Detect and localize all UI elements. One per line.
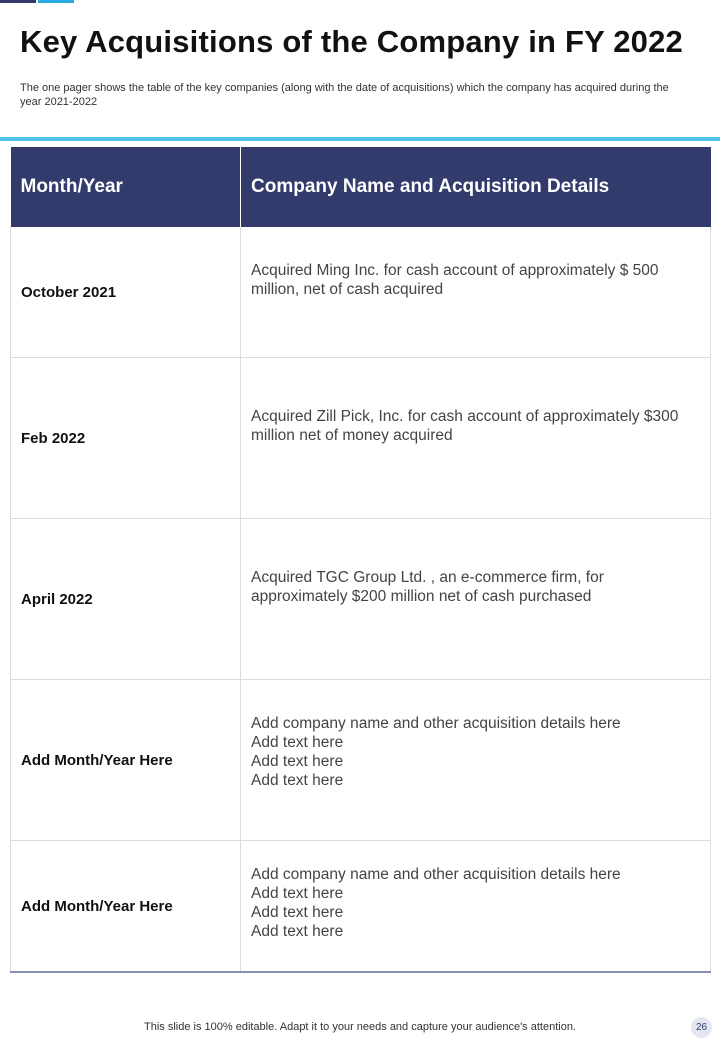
table-row	[11, 519, 711, 680]
acquisitions-table	[10, 147, 711, 973]
table-row	[11, 358, 711, 519]
detail-text: Add text here	[251, 904, 344, 921]
details-cell	[241, 227, 711, 358]
month-year-cell: Add Month/Year Here	[11, 680, 241, 841]
details-cell	[241, 680, 711, 841]
page-subtitle: The one pager shows the table of the key companies (along with the date of acquisitions) which the company has acquired during the year 2021-2022	[20, 82, 669, 108]
top-accent-segment-light	[38, 0, 74, 3]
page-title: Key Acquisitions of the Company in FY 2022	[20, 24, 683, 59]
detail-text: Acquired Ming Inc. for cash account of approximately $ 500 million, net of cash acquired	[251, 262, 659, 298]
details-cell	[241, 841, 711, 973]
table-row	[11, 227, 711, 358]
column-header-details: Company Name and Acquisition Details	[241, 147, 711, 227]
detail-text: Add text here	[251, 734, 344, 751]
details-cell	[241, 519, 711, 680]
month-year-cell: Feb 2022	[11, 358, 241, 519]
detail-text: Add text here	[251, 772, 344, 789]
detail-text: Add company name and other acquisition details here	[251, 866, 621, 883]
month-year-cell: Add Month/Year Here	[11, 841, 241, 973]
detail-text: Add text here	[251, 885, 344, 902]
detail-text: Acquired Zill Pick, Inc. for cash account of approximately $300 million net of money acquired	[251, 408, 679, 444]
top-accent-segment-dark	[0, 0, 36, 3]
column-header-month-year: Month/Year	[11, 147, 241, 227]
top-accent-bar	[0, 0, 74, 3]
table-header-row	[11, 147, 711, 227]
page-number-badge: 26	[691, 1017, 712, 1038]
month-year-cell: October 2021	[11, 227, 241, 358]
details-cell	[241, 358, 711, 519]
table-row	[11, 841, 711, 973]
detail-text: Add text here	[251, 923, 344, 940]
detail-text: Acquired TGC Group Ltd. , an e-commerce firm, for approximately $200 million net of cash purchased	[251, 569, 604, 605]
detail-text: Add company name and other acquisition details here	[251, 715, 621, 732]
footer-note: This slide is 100% editable. Adapt it to your needs and capture your audience's attention.	[144, 1021, 576, 1033]
table-row	[11, 680, 711, 841]
month-year-cell: April 2022	[11, 519, 241, 680]
header-divider	[0, 137, 720, 141]
detail-text: Add text here	[251, 753, 344, 770]
